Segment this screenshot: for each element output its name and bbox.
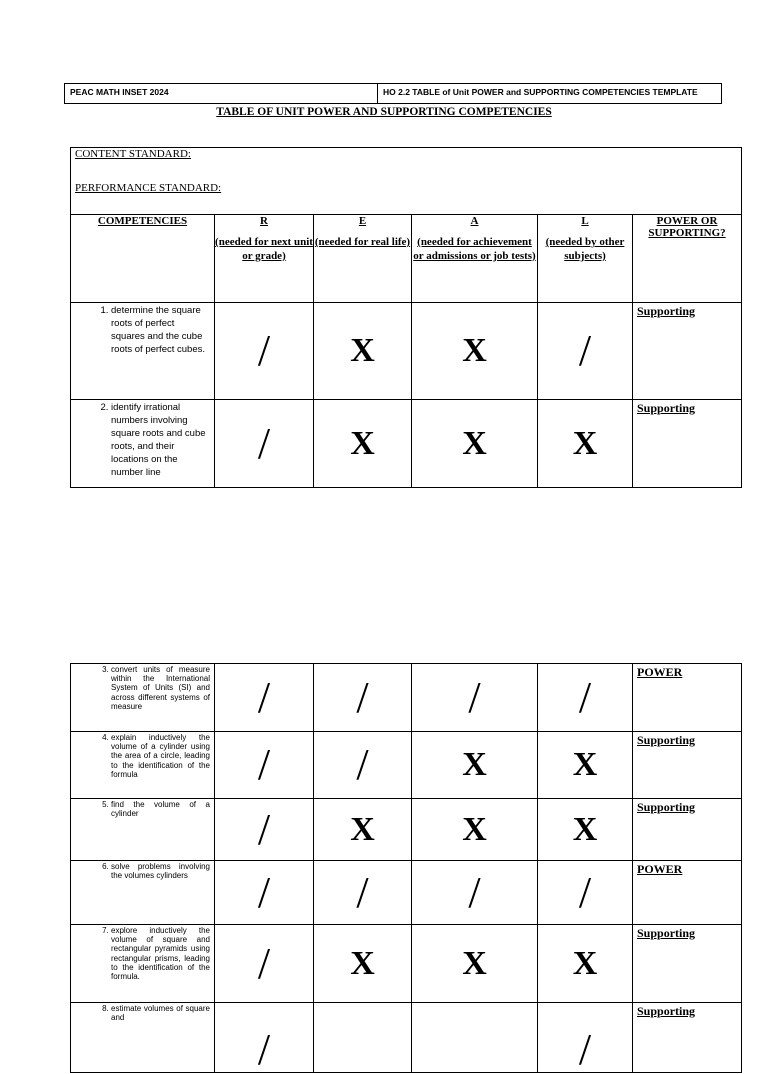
slash-mark: /: [356, 867, 369, 917]
result-label: Supporting: [633, 400, 742, 488]
mark-l: [538, 303, 633, 400]
document-header: [64, 83, 722, 104]
x-mark: X: [462, 810, 487, 848]
mark-r: [215, 799, 314, 861]
header-left: PEAC MATH INSET 2024: [65, 84, 378, 103]
slash-mark: /: [578, 672, 592, 722]
table-row: [71, 303, 742, 400]
mark-a: [412, 799, 538, 861]
col-r: R (needed for next unit or grade): [215, 215, 314, 303]
x-mark: X: [350, 944, 375, 982]
mark-r: [215, 664, 314, 732]
column-header-row: [71, 215, 742, 303]
x-mark: X: [462, 746, 487, 783]
performance-standard-label: PERFORMANCE STANDARD:: [75, 182, 222, 194]
x-mark: X: [462, 332, 487, 369]
col-a: A (needed for achievement or admissions or job tests): [412, 215, 538, 303]
result-label: Supporting: [633, 799, 742, 861]
mark-l: [538, 861, 633, 925]
competency-text: 6. solve problems involving the volumes cylinders: [111, 862, 210, 880]
mark-a: [412, 732, 538, 799]
mark-l: [538, 925, 633, 1003]
table-row: [71, 400, 742, 488]
competency-text: 3. convert units of measure within the International System of Units (SI) and across different systems of measure: [111, 665, 210, 711]
mark-e: [314, 925, 412, 1003]
content-standard-label: CONTENT STANDARD:: [75, 148, 191, 160]
table-row: [71, 732, 742, 799]
mark-r: [215, 303, 314, 400]
slash-mark: /: [257, 804, 271, 854]
slash-mark: /: [356, 672, 369, 722]
table-row: [71, 861, 742, 925]
x-mark: X: [572, 810, 598, 848]
slash-mark: /: [257, 938, 271, 988]
competency-text: 4. explain inductively the volume of a cylinder using the area of a circle, leading to the identification of the formula: [111, 733, 210, 779]
slash-mark: /: [257, 326, 271, 375]
mark-a: [412, 861, 538, 925]
x-mark: X: [350, 810, 375, 848]
competency-text: 2. identify irrational numbers involving square roots and cube roots, and their locations on the number line: [111, 401, 210, 479]
mark-e: [314, 799, 412, 861]
mark-l: [538, 664, 633, 732]
x-mark: X: [572, 746, 598, 783]
mark-l: [538, 1003, 633, 1073]
x-mark: X: [572, 424, 598, 462]
competencies-table-part1: [70, 147, 742, 488]
x-mark: X: [350, 332, 375, 369]
table-row: [71, 925, 742, 1003]
competencies-table-part2: [70, 663, 742, 1073]
mark-a: [412, 925, 538, 1003]
x-mark: X: [572, 944, 598, 982]
competency-text: 7. explore inductively the volume of square and rectangular pyramids using rectangular prisms, leading to the identification of the formula.: [111, 926, 210, 981]
table-row: [71, 799, 742, 861]
mark-l: [538, 400, 633, 488]
table-row: [71, 1003, 742, 1073]
mark-l: [538, 799, 633, 861]
slash-mark: /: [356, 740, 369, 789]
x-mark: X: [462, 944, 487, 982]
mark-e: [314, 664, 412, 732]
page-title: TABLE OF UNIT POWER AND SUPPORTING COMPETENCIES: [216, 106, 552, 118]
col-competencies: COMPETENCIES: [71, 215, 215, 303]
slash-mark: /: [468, 672, 481, 722]
mark-a: [412, 400, 538, 488]
mark-r: [215, 732, 314, 799]
mark-a: [412, 664, 538, 732]
x-mark: X: [350, 424, 375, 462]
col-result: POWER OR SUPPORTING?: [633, 215, 742, 303]
result-label: POWER: [633, 664, 742, 732]
result-label: Supporting: [633, 303, 742, 400]
mark-r: [215, 1003, 314, 1073]
mark-l: [538, 732, 633, 799]
mark-a: [412, 303, 538, 400]
col-l: L (needed by other subjects): [538, 215, 633, 303]
table-row: [71, 664, 742, 732]
result-label: Supporting: [633, 925, 742, 1003]
mark-a: [412, 1003, 538, 1073]
result-label: Supporting: [633, 1003, 742, 1073]
slash-mark: /: [257, 1025, 271, 1074]
mark-e: [314, 1003, 412, 1073]
mark-e: [314, 303, 412, 400]
result-label: Supporting: [633, 732, 742, 799]
header-right: HO 2.2 TABLE of Unit POWER and SUPPORTING COMPETENCIES TEMPLATE: [383, 87, 698, 97]
competency-text: 1. determine the square roots of perfect squares and the cube roots of perfect cubes.: [111, 304, 210, 356]
x-mark: X: [462, 424, 487, 462]
result-label: POWER: [633, 861, 742, 925]
slash-mark: /: [257, 418, 271, 468]
mark-r: [215, 925, 314, 1003]
mark-e: [314, 400, 412, 488]
competency-text: 8. estimate volumes of square and: [111, 1004, 210, 1022]
slash-mark: /: [257, 672, 271, 722]
mark-r: [215, 400, 314, 488]
mark-r: [215, 861, 314, 925]
mark-e: [314, 732, 412, 799]
slash-mark: /: [257, 740, 271, 789]
slash-mark: /: [578, 1025, 592, 1074]
slash-mark: /: [257, 867, 271, 917]
standards-cell: [71, 148, 742, 215]
competency-text: 5. find the volume of a cylinder: [111, 800, 210, 818]
slash-mark: /: [578, 867, 592, 917]
slash-mark: /: [578, 326, 592, 375]
col-e: E (needed for real life): [314, 215, 412, 303]
mark-e: [314, 861, 412, 925]
slash-mark: /: [468, 867, 481, 917]
